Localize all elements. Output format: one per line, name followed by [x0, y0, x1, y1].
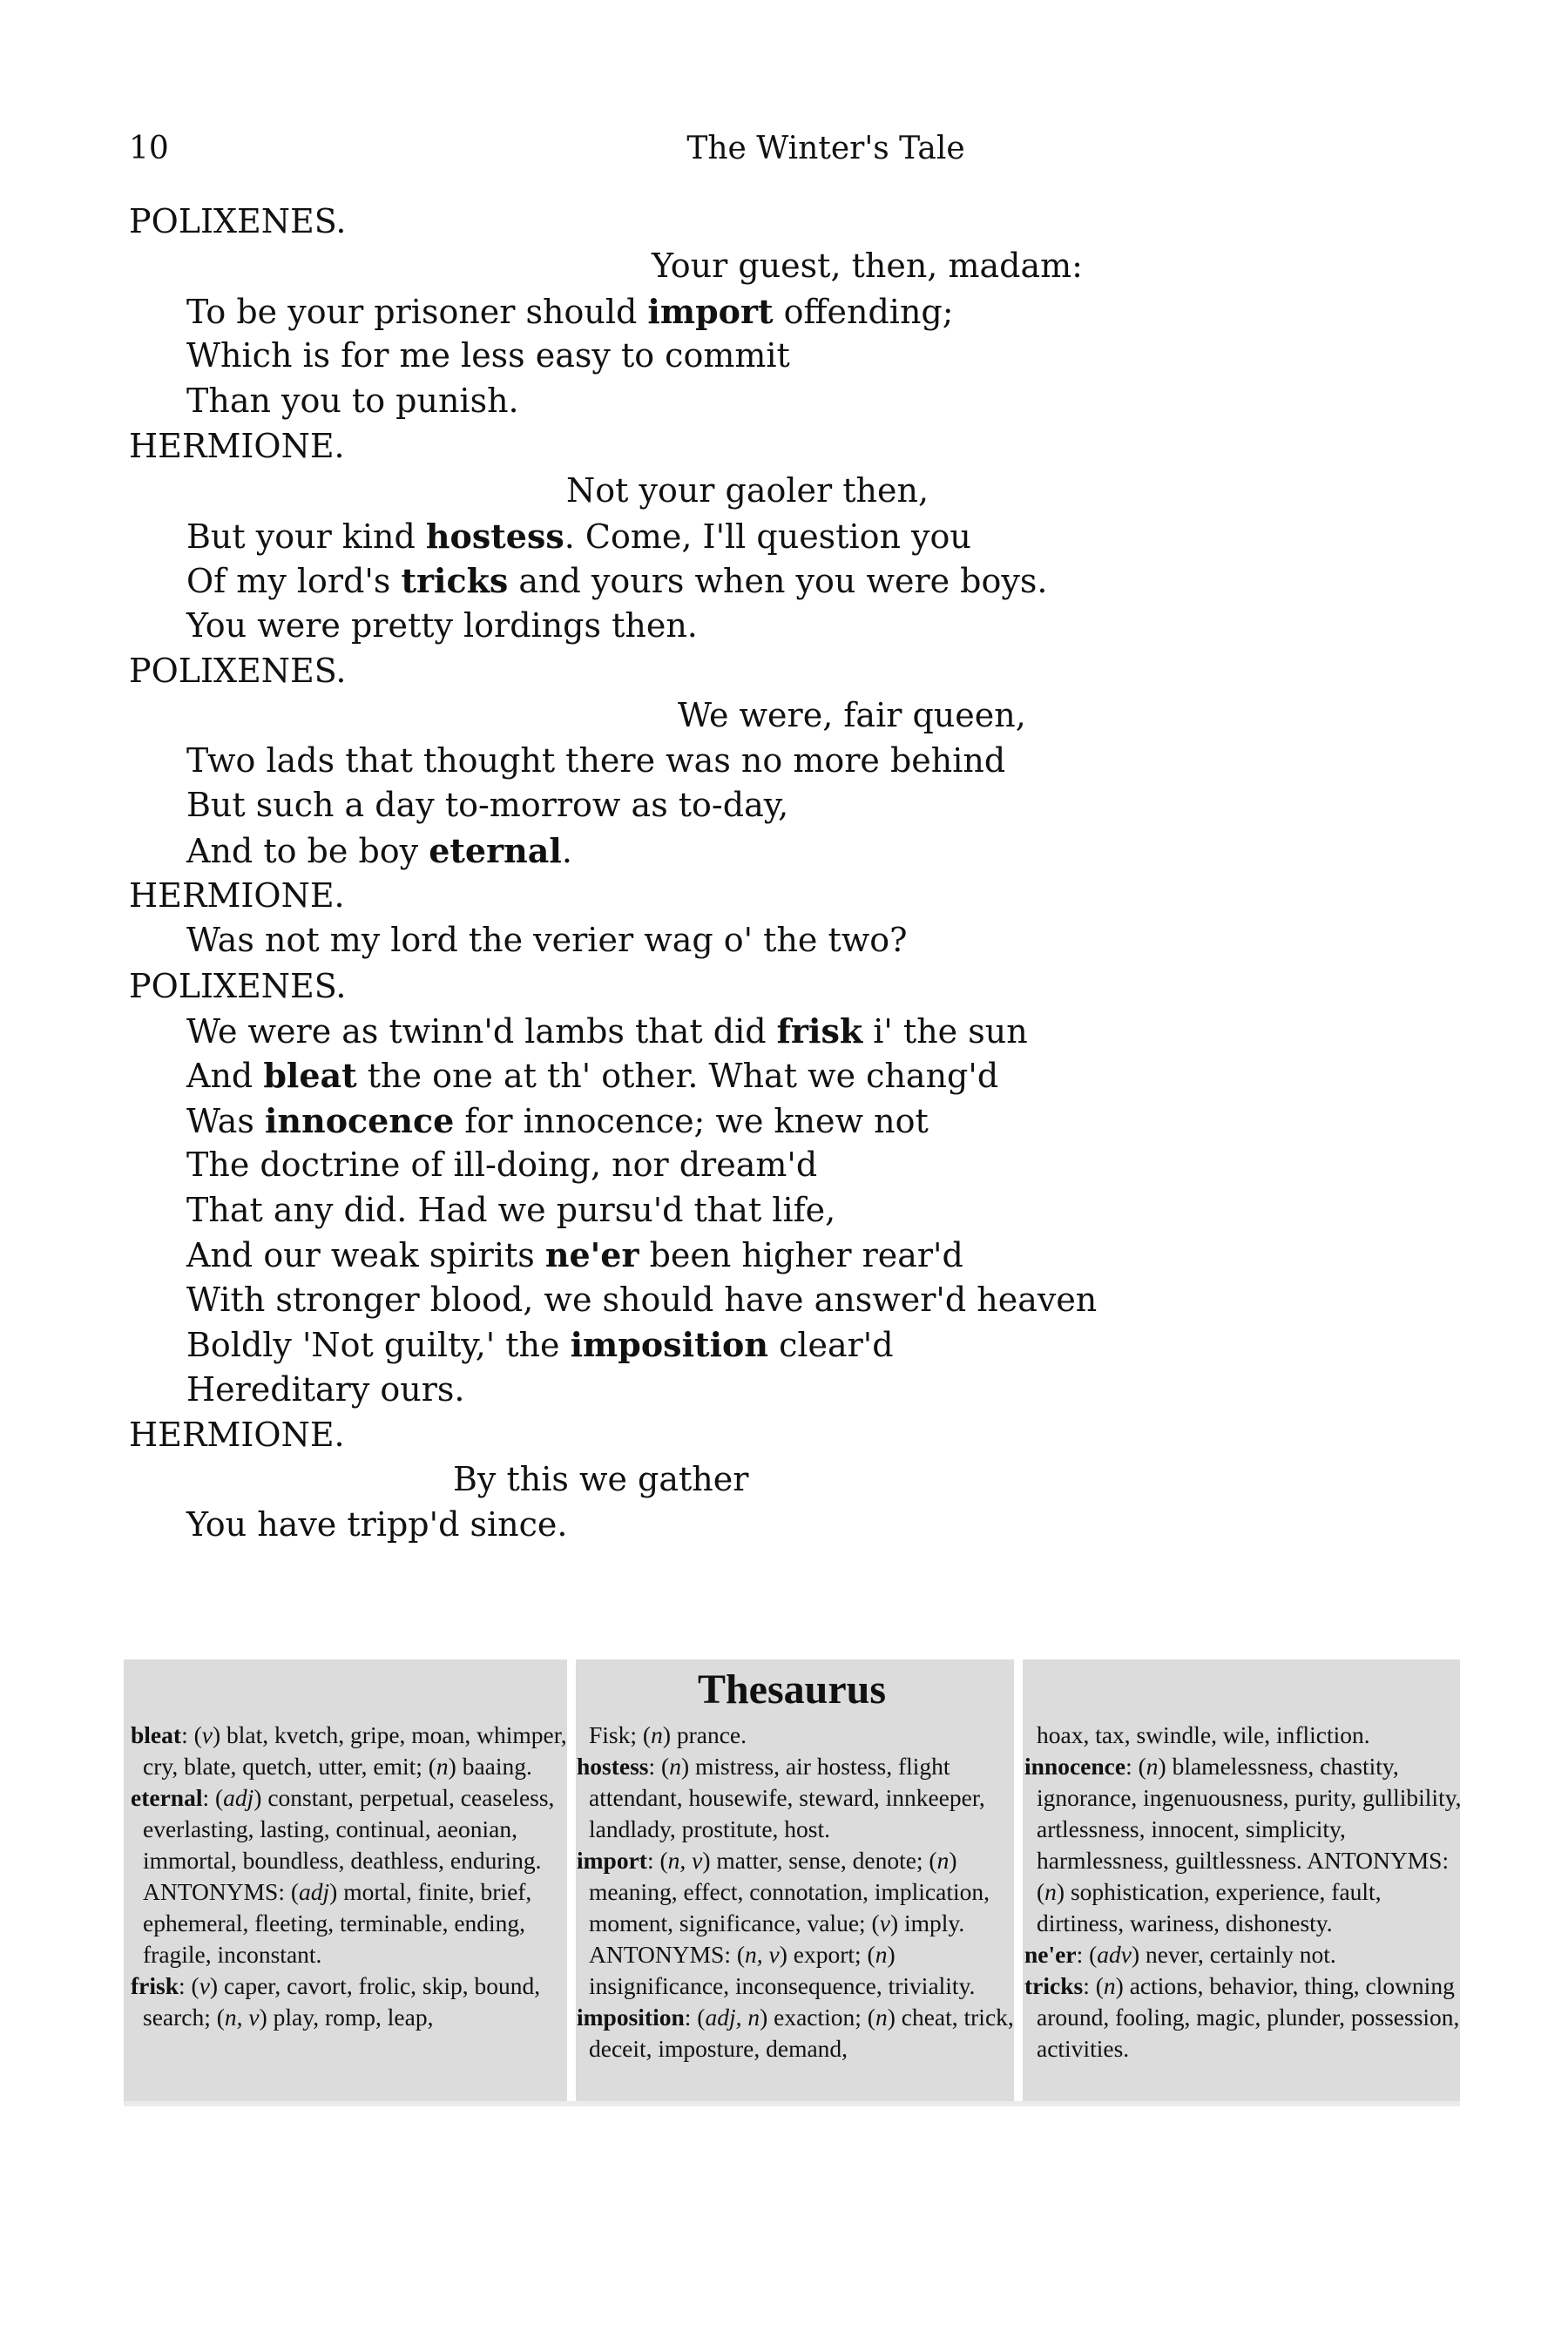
- text-segment: : (: [684, 2004, 706, 2031]
- verse-line: [129, 1098, 1436, 1144]
- text-segment: And: [186, 1057, 264, 1095]
- thesaurus-entry: [577, 1751, 1017, 1845]
- text-segment: By this we gather: [453, 1460, 749, 1498]
- verse-line: [129, 1233, 1436, 1278]
- part-of-speech: v: [201, 1721, 213, 1748]
- verse-line: [129, 469, 1436, 514]
- text-segment: You were pretty lordings then.: [186, 605, 698, 645]
- text-segment: The doctrine of ill-doing, nor dream'd: [186, 1146, 818, 1184]
- verse-line: [129, 693, 1436, 739]
- text-segment: ) actions, behavior, thing, clowning around, fooling, magic, plunder, possession, activities.: [1037, 1972, 1460, 2062]
- text-segment: We were as twinn'd lambs that did: [186, 1011, 777, 1051]
- text-segment: : (: [179, 1972, 199, 1999]
- verse-line: [129, 514, 1436, 559]
- text-segment: ) export; (: [779, 1941, 875, 1968]
- thesaurus-entry: [577, 1720, 1017, 1751]
- part-of-speech: n: [936, 1847, 950, 1874]
- verse-line: [129, 1053, 1436, 1098]
- headword: eternal: [429, 830, 562, 870]
- text-segment: ) sophistication, experience, fault, dirtiness, wariness, dishonesty.: [1037, 1878, 1382, 1936]
- text-segment: ) imply. ANTONYMS: (: [589, 1909, 965, 1968]
- part-of-speech: n, v: [745, 1941, 780, 1968]
- headword: imposition: [570, 1325, 768, 1364]
- thesaurus-entry: [131, 1782, 571, 1970]
- text-segment: Which is for me less easy to commit: [186, 336, 790, 375]
- text-segment: hoax, tax, swindle, wile, infliction.: [1037, 1721, 1370, 1748]
- verse-line: [129, 558, 1436, 604]
- verse-line: [129, 783, 1436, 828]
- text-segment: Two lads that thought there was no more behind: [186, 740, 1006, 780]
- text-segment: ) meaning, effect, connotation, implication, moment, significance, value; (: [589, 1847, 990, 1936]
- text-segment: .: [561, 831, 572, 870]
- text-segment: been higher rear'd: [639, 1236, 963, 1274]
- running-title: The Winter's Tale: [686, 131, 965, 166]
- speech-block: [129, 423, 1436, 648]
- text-segment: But such a day to-morrow as to-day,: [186, 786, 789, 824]
- part-of-speech: n: [875, 2004, 888, 2031]
- text-segment: : (: [1076, 1941, 1098, 1968]
- headword: tricks: [401, 561, 509, 600]
- verse-line: [129, 1322, 1436, 1368]
- text-segment: : (: [1125, 1753, 1146, 1780]
- text-segment: With stronger blood, we should have answer'd heaven: [186, 1280, 1098, 1319]
- speech-block: [129, 873, 1436, 963]
- headword: eternal: [131, 1784, 203, 1811]
- text-segment: : (: [1083, 1972, 1104, 1999]
- headword: bleat: [263, 1056, 357, 1095]
- text-segment: the one at th' other. What we chang'd: [356, 1057, 999, 1095]
- verse-line: [129, 1457, 1436, 1503]
- text-segment: Was: [186, 1101, 265, 1140]
- verse-line: [129, 289, 1436, 335]
- part-of-speech: n: [651, 1721, 663, 1748]
- text-segment: ) insignificance, inconsequence, triviality.: [589, 1941, 976, 1999]
- part-of-speech: n: [436, 1753, 449, 1780]
- headword: bleat: [131, 1721, 182, 1748]
- thesaurus-entry: [1024, 1720, 1464, 1751]
- thesaurus-column-2: [577, 1720, 1017, 2065]
- thesaurus-entry: [131, 1720, 571, 1782]
- speaker-name: POLIXENES.: [129, 966, 347, 1005]
- headword: hostess: [425, 516, 564, 556]
- text-segment: And to be boy: [186, 831, 429, 870]
- part-of-speech: adj: [299, 1878, 330, 1905]
- headword: hostess: [577, 1753, 649, 1780]
- text-segment: . Come, I'll question you: [564, 517, 971, 556]
- thesaurus-entry: [577, 2002, 1017, 2065]
- text-segment: ) constant, perpetual, ceaseless, everlasting, lasting, continual, aeonian, immortal, boundless, deathless, enduring. ANTONYMS: (: [143, 1784, 555, 1905]
- text-segment: Than you to punish.: [186, 381, 519, 420]
- thesaurus-column-1: [131, 1720, 571, 2033]
- headword: frisk: [131, 1972, 179, 1999]
- thesaurus-box: [124, 1659, 1460, 2101]
- thesaurus-entry: [1024, 1970, 1464, 2065]
- thesaurus-entry: [1024, 1939, 1464, 1970]
- part-of-speech: v: [879, 1909, 890, 1936]
- text-segment: Boldly 'Not guilty,' the: [186, 1326, 571, 1364]
- speech-block: [129, 199, 1436, 423]
- verse-line: [129, 604, 1436, 649]
- text-segment: Not your gaoler then,: [566, 471, 929, 510]
- verse-line: [129, 1143, 1436, 1188]
- headword: ne'er: [1024, 1941, 1077, 1968]
- part-of-speech: v: [199, 1972, 210, 1999]
- text-segment: ) mistress, air hostess, flight attendant, housewife, steward, innkeeper, landlady, prostitute, host.: [589, 1753, 985, 1842]
- headword: innocence: [1024, 1753, 1126, 1780]
- text-segment: : (: [648, 1753, 670, 1780]
- speaker-name: HERMIONE.: [129, 427, 345, 465]
- headword: innocence: [265, 1100, 455, 1140]
- verse-line: [129, 1503, 1436, 1548]
- text-segment: Fisk; (: [589, 1721, 652, 1748]
- page-number: 10: [129, 131, 169, 166]
- text-segment: Was not my lord the verier wag o' the two?: [186, 921, 908, 959]
- part-of-speech: adv: [1097, 1941, 1132, 1968]
- text-segment: ) blamelessness, chastity, ignorance, ingenuousness, purity, gullibility, artlessness, innocent, simplicity, harmlessness, guiltlessness. ANTONYMS: (: [1037, 1753, 1462, 1905]
- text-segment: ) caper, cavort, frolic, skip, bound, search; (: [143, 1972, 541, 2031]
- speaker-name: HERMIONE.: [129, 876, 345, 915]
- verse-line: [129, 1009, 1436, 1054]
- part-of-speech: n: [1044, 1878, 1057, 1905]
- speaker-name: POLIXENES.: [129, 202, 347, 240]
- part-of-speech: adj, n: [705, 2004, 760, 2031]
- speech-block: [129, 1412, 1436, 1547]
- verse-line: [129, 739, 1436, 784]
- speech-block: [129, 963, 1436, 1413]
- text-segment: : (: [202, 1784, 224, 1811]
- part-of-speech: n: [669, 1753, 681, 1780]
- text-segment: To be your prisoner should: [186, 292, 648, 331]
- speaker-name: POLIXENES.: [129, 652, 347, 690]
- text-segment: i' the sun: [862, 1011, 1028, 1051]
- thesaurus-entry: [577, 1845, 1017, 2002]
- text-segment: ) matter, sense, denote; (: [702, 1847, 937, 1874]
- text-segment: ) prance.: [662, 1721, 747, 1748]
- headword: import: [577, 1847, 647, 1874]
- text-segment: And our weak spirits: [186, 1236, 545, 1274]
- text-segment: We were, fair queen,: [678, 696, 1026, 734]
- headword: ne'er: [544, 1235, 639, 1274]
- part-of-speech: adj: [223, 1784, 254, 1811]
- text-segment: Hereditary ours.: [186, 1369, 465, 1409]
- text-segment: and yours when you were boys.: [508, 562, 1048, 600]
- verse-line: [129, 1278, 1436, 1323]
- headword: frisk: [776, 1010, 863, 1051]
- part-of-speech: n: [875, 1941, 888, 1968]
- text-segment: That any did. Had we pursu'd that life,: [186, 1190, 836, 1229]
- headword: imposition: [577, 2004, 685, 2031]
- thesaurus-entry: [131, 1970, 571, 2033]
- text-segment: But your kind: [186, 517, 426, 556]
- speech-block: [129, 648, 1436, 873]
- text-segment: : (: [181, 1721, 202, 1748]
- text-segment: You have tripp'd since.: [186, 1504, 568, 1544]
- thesaurus-entry: [1024, 1751, 1464, 1939]
- play-text: [129, 199, 1436, 1547]
- verse-line: [129, 244, 1436, 289]
- verse-line: [129, 1188, 1436, 1233]
- text-segment: ) mortal, finite, brief, ephemeral, fleeting, terminable, ending, fragile, inconstant.: [143, 1878, 532, 1968]
- thesaurus-title: Thesaurus: [697, 1666, 887, 1713]
- verse-line: [129, 334, 1436, 379]
- text-segment: ) blat, kvetch, gripe, moan, whimper, cry, blate, quetch, utter, emit; (: [143, 1721, 567, 1780]
- text-segment: Of my lord's: [186, 562, 402, 600]
- verse-line: [129, 918, 1436, 963]
- headword: import: [647, 291, 774, 331]
- part-of-speech: n, v: [224, 2004, 260, 2031]
- text-segment: clear'd: [767, 1326, 894, 1364]
- text-segment: ) never, certainly not.: [1131, 1941, 1336, 1968]
- verse-line: [129, 828, 1436, 874]
- part-of-speech: n, v: [667, 1847, 703, 1874]
- text-segment: ) play, romp, leap,: [259, 2004, 434, 2031]
- text-segment: : (: [646, 1847, 668, 1874]
- text-segment: Your guest, then, madam:: [652, 247, 1083, 285]
- text-segment: offending;: [773, 292, 954, 331]
- text-segment: ) cheat, trick, deceit, imposture, demand,: [589, 2004, 1014, 2062]
- verse-line: [129, 1368, 1436, 1413]
- text-segment: ) exaction; (: [760, 2004, 875, 2031]
- text-segment: ) baaing.: [448, 1753, 532, 1780]
- speaker-name: HERMIONE.: [129, 1416, 345, 1454]
- thesaurus-column-3: [1024, 1720, 1464, 2065]
- thesaurus-bottom-rule: [124, 2101, 1460, 2106]
- headword: tricks: [1024, 1972, 1084, 1999]
- text-segment: for innocence; we knew not: [454, 1101, 929, 1140]
- part-of-speech: n: [1146, 1753, 1159, 1780]
- page-header: [129, 131, 1439, 169]
- verse-line: [129, 379, 1436, 424]
- part-of-speech: n: [1103, 1972, 1116, 1999]
